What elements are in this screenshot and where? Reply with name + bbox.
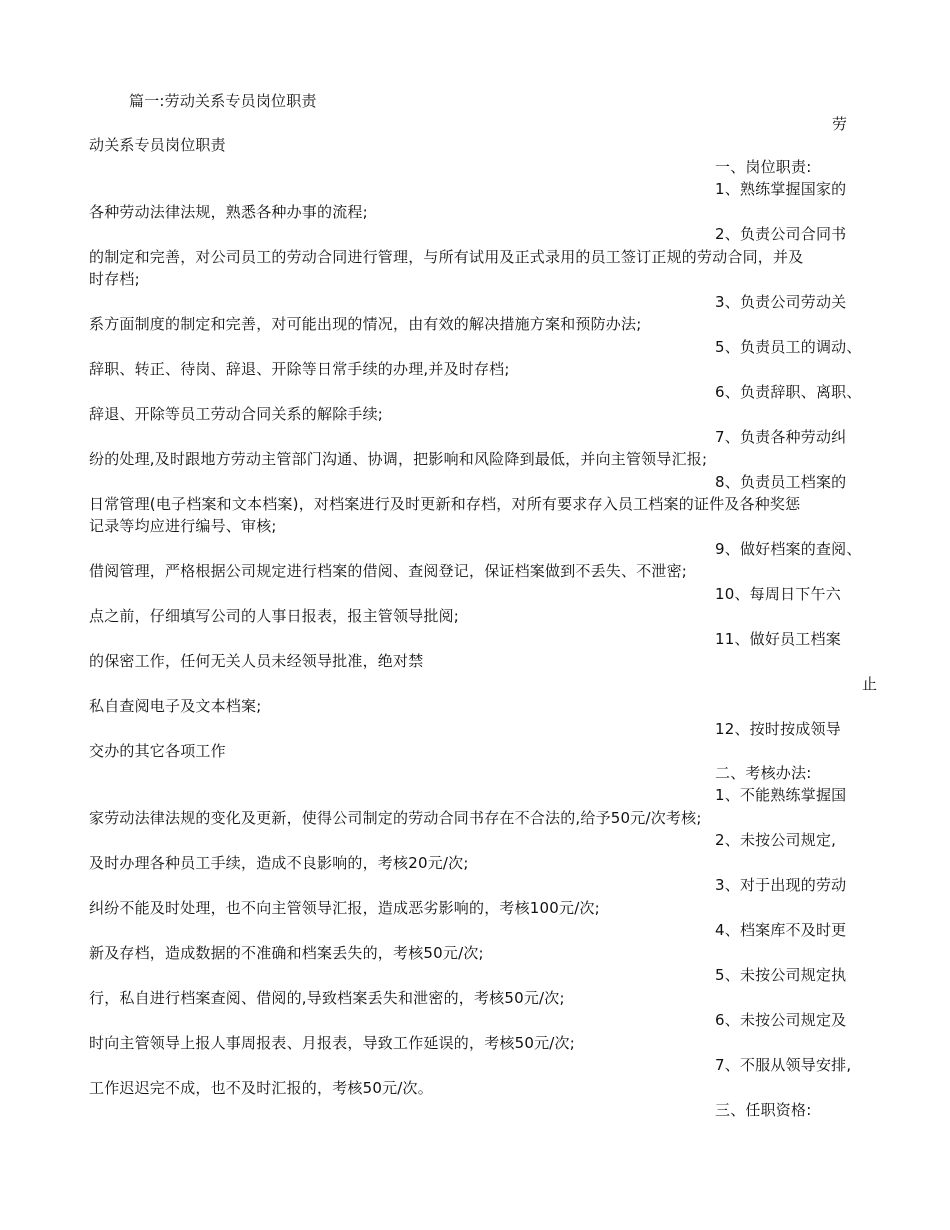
text-line: 止 [862, 675, 878, 693]
section-heading: 一、岗位职责: [715, 158, 812, 176]
text-line: 的制定和完善，对公司员工的劳动合同进行管理，与所有试用及正式录用的员工签订正规的劳动合同，并及 [89, 248, 804, 266]
text-line: 各种劳动法律法规，熟悉各种办事的流程; [89, 203, 368, 221]
text-line: 5、未按公司规定执 [715, 966, 847, 984]
text-line: 8、负责员工档案的 [715, 473, 847, 491]
text-line: 1、不能熟练掌握国 [715, 786, 847, 804]
text-line: 借阅管理，严格根据公司规定进行档案的借阅、查阅登记，保证档案做到不丢失、不泄密; [89, 562, 688, 580]
document-title: 篇一:劳动关系专员岗位职责 [129, 92, 317, 110]
text-line: 10、每周日下午六 [715, 585, 841, 603]
text-line: 行，私自进行档案查阅、借阅的,导致档案丢失和泄密的，考核50元/次; [89, 989, 565, 1007]
text-line: 工作迟迟完不成，也不及时汇报的，考核50元/次。 [89, 1079, 433, 1097]
text-line: 9、做好档案的查阅、 [715, 540, 862, 558]
text-line: 2、未按公司规定, [715, 831, 837, 849]
text-line: 3、负责公司劳动关 [715, 293, 847, 311]
text-line: 11、做好员工档案 [715, 630, 841, 648]
text-line: 系方面制度的制定和完善，对可能出现的情况，由有效的解决措施方案和预防办法; [89, 315, 642, 333]
text-line: 3、对于出现的劳动 [715, 876, 847, 894]
text-line: 新及存档，造成数据的不准确和档案丢失的，考核50元/次; [89, 944, 484, 962]
section-heading: 三、任职资格: [715, 1101, 812, 1119]
text-line: 纠纷不能及时处理，也不向主管领导汇报，造成恶劣影响的，考核100元/次; [89, 899, 600, 917]
text-line: 的保密工作，任何无关人员未经领导批准，绝对禁 [89, 652, 424, 670]
text-line: 辞职、转正、待岗、辞退、开除等日常手续的办理,并及时存档; [89, 360, 510, 378]
text-line: 时存档; [89, 270, 140, 288]
text-line: 记录等均应进行编号、审核; [89, 517, 277, 535]
text-line: 5、负责员工的调动、 [715, 338, 862, 356]
text-line: 家劳动法律法规的变化及更新，使得公司制定的劳动合同书存在不合法的,给予50元/次考核; [89, 809, 702, 827]
text-line: 纷的处理,及时跟地方劳动主管部门沟通、协调，把影响和风险降到最低，并向主管领导汇报; [89, 450, 708, 468]
text-line: 动关系专员岗位职责 [89, 136, 226, 154]
text-line: 7、负责各种劳动纠 [715, 428, 847, 446]
text-line: 及时办理各种员工手续，造成不良影响的，考核20元/次; [89, 854, 469, 872]
text-line: 6、未按公司规定及 [715, 1011, 847, 1029]
text-line: 1、熟练掌握国家的 [715, 180, 847, 198]
text-line: 私自查阅电子及文本档案; [89, 697, 262, 715]
text-line: 12、按时按成领导 [715, 720, 841, 738]
text-line: 2、负责公司合同书 [715, 225, 847, 243]
text-line: 4、档案库不及时更 [715, 921, 847, 939]
text-line: 点之前，仔细填写公司的人事日报表，报主管领导批阅; [89, 607, 460, 625]
text-line: 日常管理(电子档案和文本档案)，对档案进行及时更新和存档，对所有要求存入员工档案的证件及各种奖惩 [89, 495, 801, 513]
text-line: 交办的其它各项工作 [89, 742, 226, 760]
text-line: 6、负责辞职、离职、 [715, 383, 862, 401]
text-line: 辞退、开除等员工劳动合同关系的解除手续; [89, 405, 384, 423]
text-line: 劳 [832, 115, 848, 133]
text-line: 时向主管领导上报人事周报表、月报表，导致工作延误的，考核50元/次; [89, 1034, 575, 1052]
text-line: 7、不服从领导安排, [715, 1056, 852, 1074]
section-heading: 二、考核办法: [715, 764, 812, 782]
